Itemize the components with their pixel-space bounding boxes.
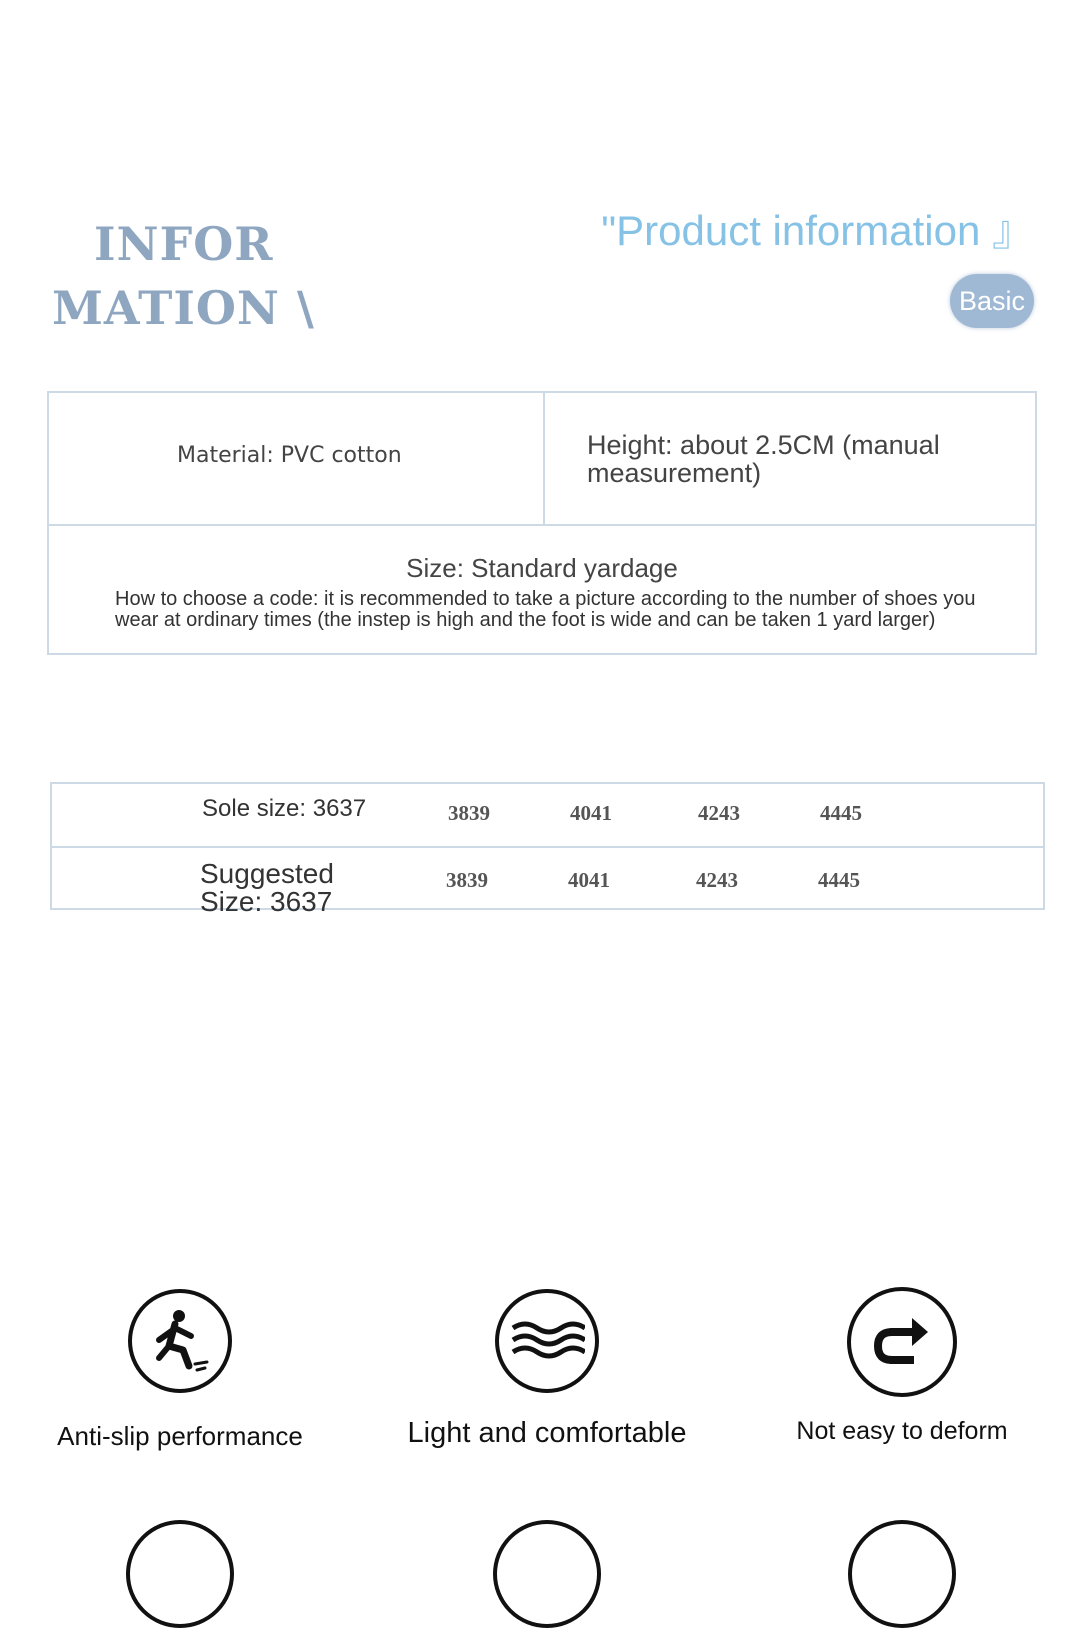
table-cell: 3839 [448,801,490,825]
information-heading [52,212,315,340]
feature-label: Not easy to deform [796,1417,1008,1445]
height-text: Height: about 2.5CM (manual measurement) [587,430,940,488]
table-cell: 4041 [568,868,610,892]
waves-icon [495,1289,599,1393]
information-heading-line2: MATION \ [52,281,315,335]
suggested-size-label-line1: Suggested [200,858,334,889]
info-box-divider-horizontal [49,524,1035,526]
return-arrow-icon [847,1287,957,1397]
table-cell: 4243 [696,868,738,892]
suggested-size-label-line2: Size: 3637 [200,886,333,917]
size-heading: Size: Standard yardage [406,553,678,583]
size-table [50,782,1045,917]
basic-badge: Basic [950,274,1034,328]
feature-label: Light and comfortable [407,1417,687,1449]
information-heading-line1: INFOR [94,217,274,271]
slip-person-icon [128,1289,232,1393]
table-cell: 4243 [698,801,740,825]
product-info-box [47,391,1037,655]
table-cell: 3839 [446,868,488,892]
feature-icon-partial [493,1520,601,1628]
sole-size-label: Sole size: 3637 [202,795,367,822]
suggested-size-label [200,860,334,916]
feature-icon-partial [848,1520,956,1628]
feature-not-deform [732,1287,1072,1446]
size-table-divider [52,846,1043,848]
table-cell: 4041 [570,801,612,825]
feature-label: Anti-slip performance [57,1421,303,1451]
size-guide-text: How to choose a code: it is recommended to take a picture according to the number of shoes you wear at ordinary times (the instep is high and the foot is wide and can be taken 1 yard larger) [115,588,976,631]
table-cell: 4445 [820,801,862,825]
feature-anti-slip [10,1289,350,1452]
feature-icon-partial [126,1520,234,1628]
table-cell: 4445 [818,868,860,892]
product-information-title: "Product information 』 [601,207,1034,254]
info-box-divider-vertical [543,393,545,524]
material-text: Material: PVC cotton [177,443,402,468]
feature-light-comfortable [377,1289,717,1450]
